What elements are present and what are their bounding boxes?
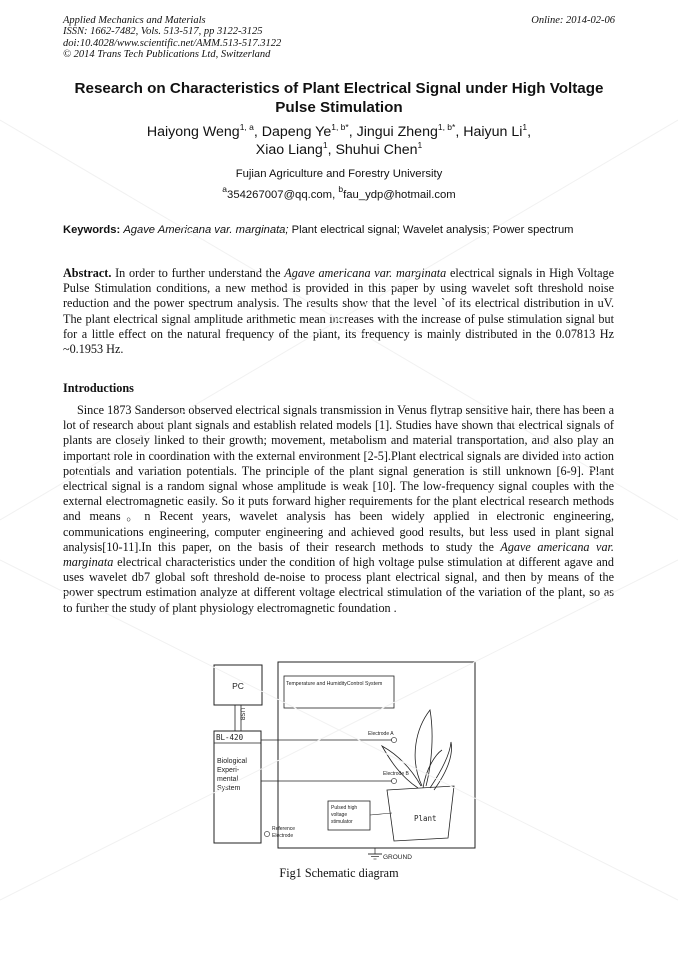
reference-label: Electrode (272, 833, 294, 839)
email-address[interactable]: 354267007@qq.com, (227, 189, 336, 201)
journal-name: Applied Mechanics and Materials (63, 15, 206, 26)
figure-caption: Fig1 Schematic diagram (279, 866, 399, 880)
section-heading: Introductions (63, 381, 134, 395)
journal-copyright: © 2014 Trans Tech Publications Ltd, Switzerland (63, 49, 271, 61)
email-mark: b (338, 184, 344, 194)
pc-label: PC (232, 681, 244, 691)
keyword-list: Plant electrical signal; Wavelet analysis; Power spectrum (288, 224, 574, 236)
journal-header (63, 15, 281, 61)
author-emails (70, 184, 608, 202)
keywords-label: Keywords: (63, 224, 121, 236)
abstract (63, 266, 614, 357)
paper-title: Research on Characteristics of Plant Electrical Signal under High Voltage Pulse Stimulation (74, 80, 604, 116)
author-affil-mark: 1, a (239, 122, 254, 132)
abstract-text: electrical signals in High Voltage Pulse Stimulation conditions, a new method is provided in this paper by using wavelet soft threshold noise reduction and the power spectrum analysis. The results show that the level `of its electrical distribution in uV. The plant electrical signal amplitude arithmetic mean increases with the increase of pulse stimulation signal but for a little effect on the natural frequency of the plant, its frequency is mainly distributed in the 0.07813 Hz ~0.1953 Hz. (63, 266, 614, 357)
plant-label: Plant (414, 814, 437, 823)
bio-label: System (217, 785, 241, 792)
abstract-text: In order to further understand the (111, 266, 285, 280)
bio-label: Experi- (217, 767, 240, 774)
enclosure-box (278, 662, 475, 848)
reference-electrode-icon (264, 831, 269, 836)
abstract-species: Agave americana var. marginata (284, 266, 447, 280)
abstract-label: Abstract. (63, 266, 112, 280)
reference-label: Reference (272, 826, 296, 832)
affiliation: Fujian Agriculture and Forestry University (235, 168, 443, 180)
author-list: Haiyong Weng$^{1, a}$, Dapeng $Ye^{1, b*}$, Jingui Zheng$^{1, b*}$, Haiyun Li$^1$, Xiao Liang$^1$, Shuhui Chen$^1$ (146, 122, 532, 158)
bl420-label: BL-420 (216, 733, 244, 742)
journal-issn: ISSN: 1662-7482, Vols. 513-517, pp 3122-3125 (63, 26, 263, 38)
online-date: Online: 2014-02-06 (531, 15, 615, 26)
author-affil-mark: 1 (522, 122, 528, 132)
schematic-diagram (204, 658, 476, 863)
stimulator-label: stimulator (331, 819, 353, 825)
plant-leaves-icon (382, 710, 452, 790)
temp-control-label: Temperature and HumidityControl System (286, 681, 383, 687)
intro-species: Agave americana var. marginata (63, 539, 614, 570)
ground-label: GROUND (383, 854, 412, 861)
author-name: Haiyong Weng (146, 124, 240, 140)
email-mark: a (222, 184, 228, 194)
keyword-species: Agave Americana var. marginata; (123, 224, 289, 236)
author-name: Xiao Liang (255, 142, 323, 158)
bio-label: mental (217, 776, 239, 783)
journal-doi: doi:10.4028/www.scientific.net/AMM.513-517.3122 (63, 37, 282, 49)
author-affil-mark: 1 (322, 140, 328, 150)
electrode-a-icon (391, 737, 396, 742)
usb-label: USB (238, 708, 245, 721)
intro-text: electrical characteristics under the condition of high voltage pulse stimulation at different agave and uses wavelet db7 global soft threshold de-noise to process plant electrical signal, and then by means of the power spectrum estimation analyze at different voltage electrical stimulation of the variation of the plant, so as to further the study of plant physiology electromagnetic foundation . (63, 555, 614, 615)
electrode-b-icon (391, 778, 396, 783)
stimulator-label: Pulsed high (331, 805, 358, 811)
introduction-paragraph (63, 403, 614, 616)
author-affil-mark: 1, b* (331, 122, 349, 132)
author-name: Dapeng Ye (261, 124, 332, 140)
electrode-b-label: Electrode B (383, 771, 409, 777)
author-affil-mark: 1 (417, 140, 423, 150)
stimulator-label: voltage (331, 812, 348, 818)
author-affil-mark: 1, b* (437, 122, 456, 132)
author-name: Haiyun Li (463, 124, 523, 140)
bio-label: Biological (217, 758, 247, 765)
keywords (63, 224, 614, 238)
intro-text: Since 1873 Sanderson observed electrical signals transmission in Venus flytrap sensitive hair, there has been a lot of research about plant signals and establish related models [1]. Studies have shown that electrical signals of plants are closely linked to their growth; movement, metabolism and material transportation, and also play an important role in coordination with the external environment [2-5].Plant electrical signals are divided into action potentials and variation potentials. The principle of the plant signal generation is still unknown [6-9]. Plant electrical signal is a random signal whose amplitude is weak [10]. The low-frequency signal couples with the external electromagnetic easily. So it puts forward higher requirements for the plant electrical research methods and means。n Recent years, wavelet analysis has been widely applied in electronic engineering, communications engineering, computer engineering and achieved good results, but less used in plant signal analysis[10-11].In this paper, on the basis of their research methods to study the (63, 403, 614, 554)
electrode-a-label: Electrode A (368, 731, 394, 737)
email-address[interactable]: fau_ydp@hotmail.com (343, 189, 456, 201)
author-name: Shuhui Chen (335, 142, 418, 158)
author-name: Jingui Zheng (356, 124, 438, 140)
